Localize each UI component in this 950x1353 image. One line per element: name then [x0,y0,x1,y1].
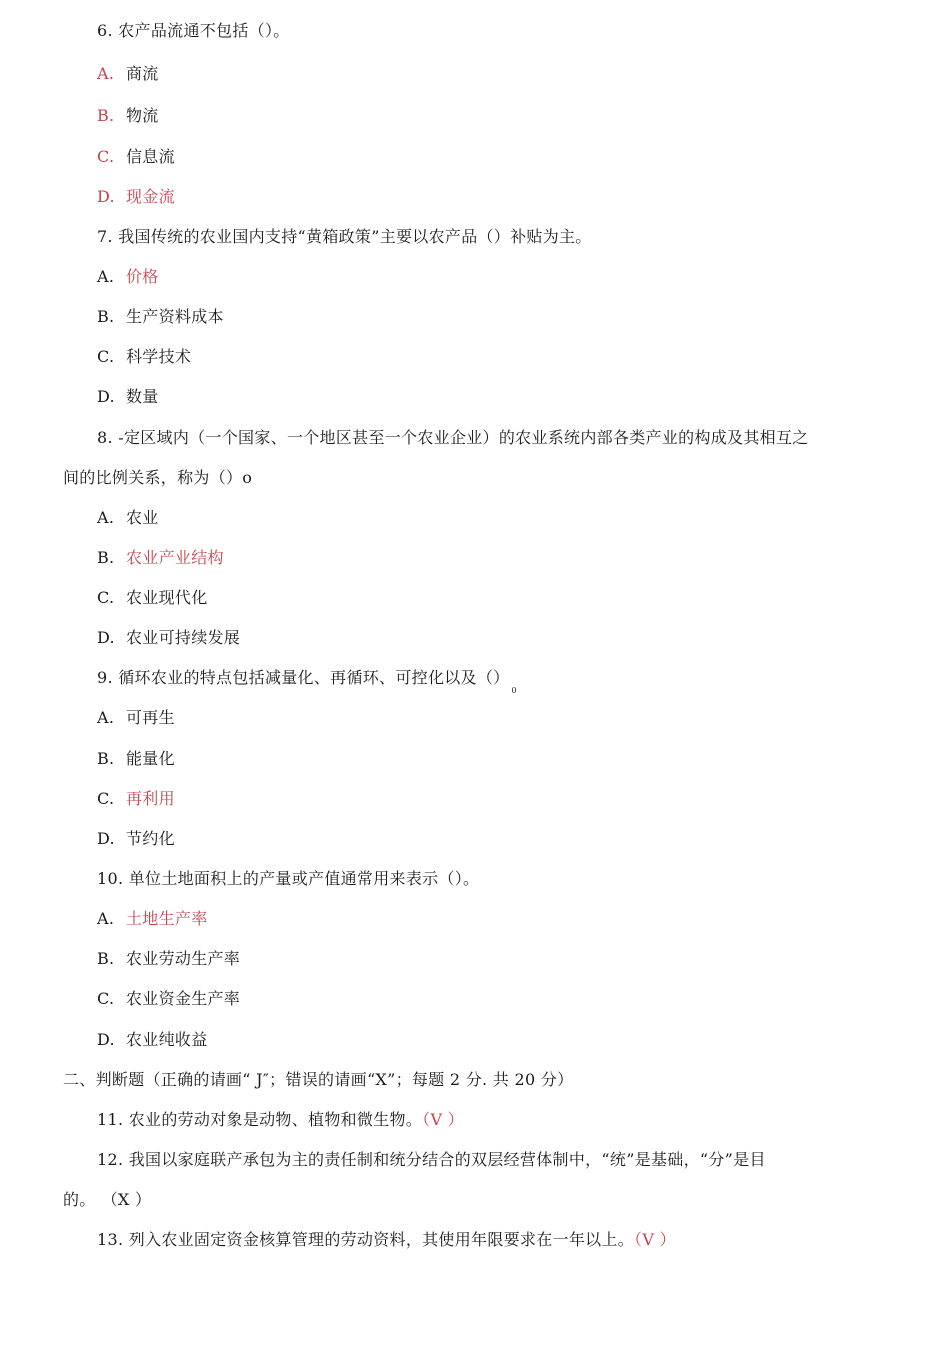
option-label: C. [97,789,115,808]
option-text: 农业可持续发展 [126,628,241,647]
option-label: D. [97,187,115,206]
option-text: 农业纯收益 [126,1030,208,1049]
option-label: B. [97,548,115,567]
question-6-option-c [97,147,175,167]
judgment-answer: （V ） [422,1110,464,1129]
judgment-text-continued: 的。 [63,1190,96,1209]
question-8-stem: 8. -定区域内（一个国家、一个地区甚至一个农业企业）的农业系统内部各类产业的构成及其相互之 [97,428,809,447]
question-8-option-b [97,548,224,568]
question-7-option-a [97,267,159,287]
question-10-option-d [97,1030,208,1050]
option-label: A. [97,909,115,928]
option-label: D. [97,829,115,848]
question-10-stem: 10. 单位土地面积上的产量或产值通常用来表示（）。 [97,869,480,888]
option-text: 物流 [126,106,159,125]
question-8-option-c [97,588,208,608]
section-heading-true-false: 二、判断题（正确的请画“ J″；错误的请画“X”；每题 2 分. 共 20 分） [63,1070,574,1089]
question-9-option-a [97,708,175,728]
question-8-option-d [97,628,240,648]
judgment-11 [97,1110,464,1130]
question-9-option-c [97,789,175,809]
option-text-answer: 价格 [126,267,159,286]
question-6-option-a [97,64,159,84]
option-label: D. [97,387,115,406]
option-text: 农业 [126,508,159,527]
question-9-option-d [97,829,175,849]
option-text: 农业劳动生产率 [126,949,241,968]
option-text-answer: 再利用 [126,789,175,808]
option-label: C. [97,588,115,607]
question-10-option-a [97,909,208,929]
option-text-answer: 农业产业结构 [126,548,224,567]
question-6-option-d [97,187,175,207]
option-label: A. [97,708,115,727]
option-label: A. [97,64,115,83]
option-text-answer: 土地生产率 [126,909,208,928]
question-7-stem: 7. 我国传统的农业国内支持“黄箱政策”主要以农产品（）补贴为主。 [97,227,592,246]
question-8-stem-continued: 间的比例关系，称为（）o [63,468,253,487]
judgment-text: 13. 列入农业固定资金核算管理的劳动资料，其使用年限要求在一年以上。 [97,1230,635,1249]
question-9-stem-subscript: 0 [511,686,517,695]
option-label: D. [97,628,115,647]
option-text: 科学技术 [126,347,192,366]
question-7-option-c [97,347,191,367]
option-text: 数量 [126,387,159,406]
option-text: 能量化 [126,749,175,768]
question-10-option-c [97,989,240,1009]
judgment-13 [97,1230,676,1250]
judgment-text: 11. 农业的劳动对象是动物、植物和微生物。 [97,1110,423,1129]
judgment-answer: （X ） [109,1190,152,1209]
option-label: B. [97,307,115,326]
option-text: 农业资金生产率 [126,989,241,1008]
option-label: A. [97,267,115,286]
option-text-answer: 现金流 [126,187,175,206]
option-label: D. [97,1030,115,1049]
option-text: 信息流 [126,147,175,166]
judgment-12: 12. 我国以家庭联产承包为主的责任制和统分结合的双层经营体制中，“统”是基础，“分”是目 [97,1150,766,1169]
option-text: 可再生 [126,708,175,727]
option-label: C. [97,347,115,366]
option-text: 商流 [126,64,159,83]
option-text: 生产资料成本 [126,307,224,326]
option-text: 节约化 [126,829,175,848]
option-label: A. [97,508,115,527]
judgment-12-continued [63,1190,151,1210]
question-7-option-b [97,307,224,327]
question-6-stem: 6. 农产品流通不包括（）。 [97,21,290,40]
question-9-option-b [97,749,175,769]
option-label: B. [97,106,115,125]
option-text: 农业现代化 [126,588,208,607]
option-label: C. [97,147,115,166]
question-9-stem [97,668,517,701]
option-label: C. [97,989,115,1008]
question-7-option-d [97,387,159,407]
judgment-answer: （V ） [634,1230,676,1249]
question-10-option-b [97,949,240,969]
question-8-option-a [97,508,159,528]
option-label: B. [97,749,115,768]
question-6-option-b [97,106,159,126]
option-label: B. [97,949,115,968]
question-9-stem-text: 9. 循环农业的特点包括减量化、再循环、可控化以及（） [97,668,510,687]
